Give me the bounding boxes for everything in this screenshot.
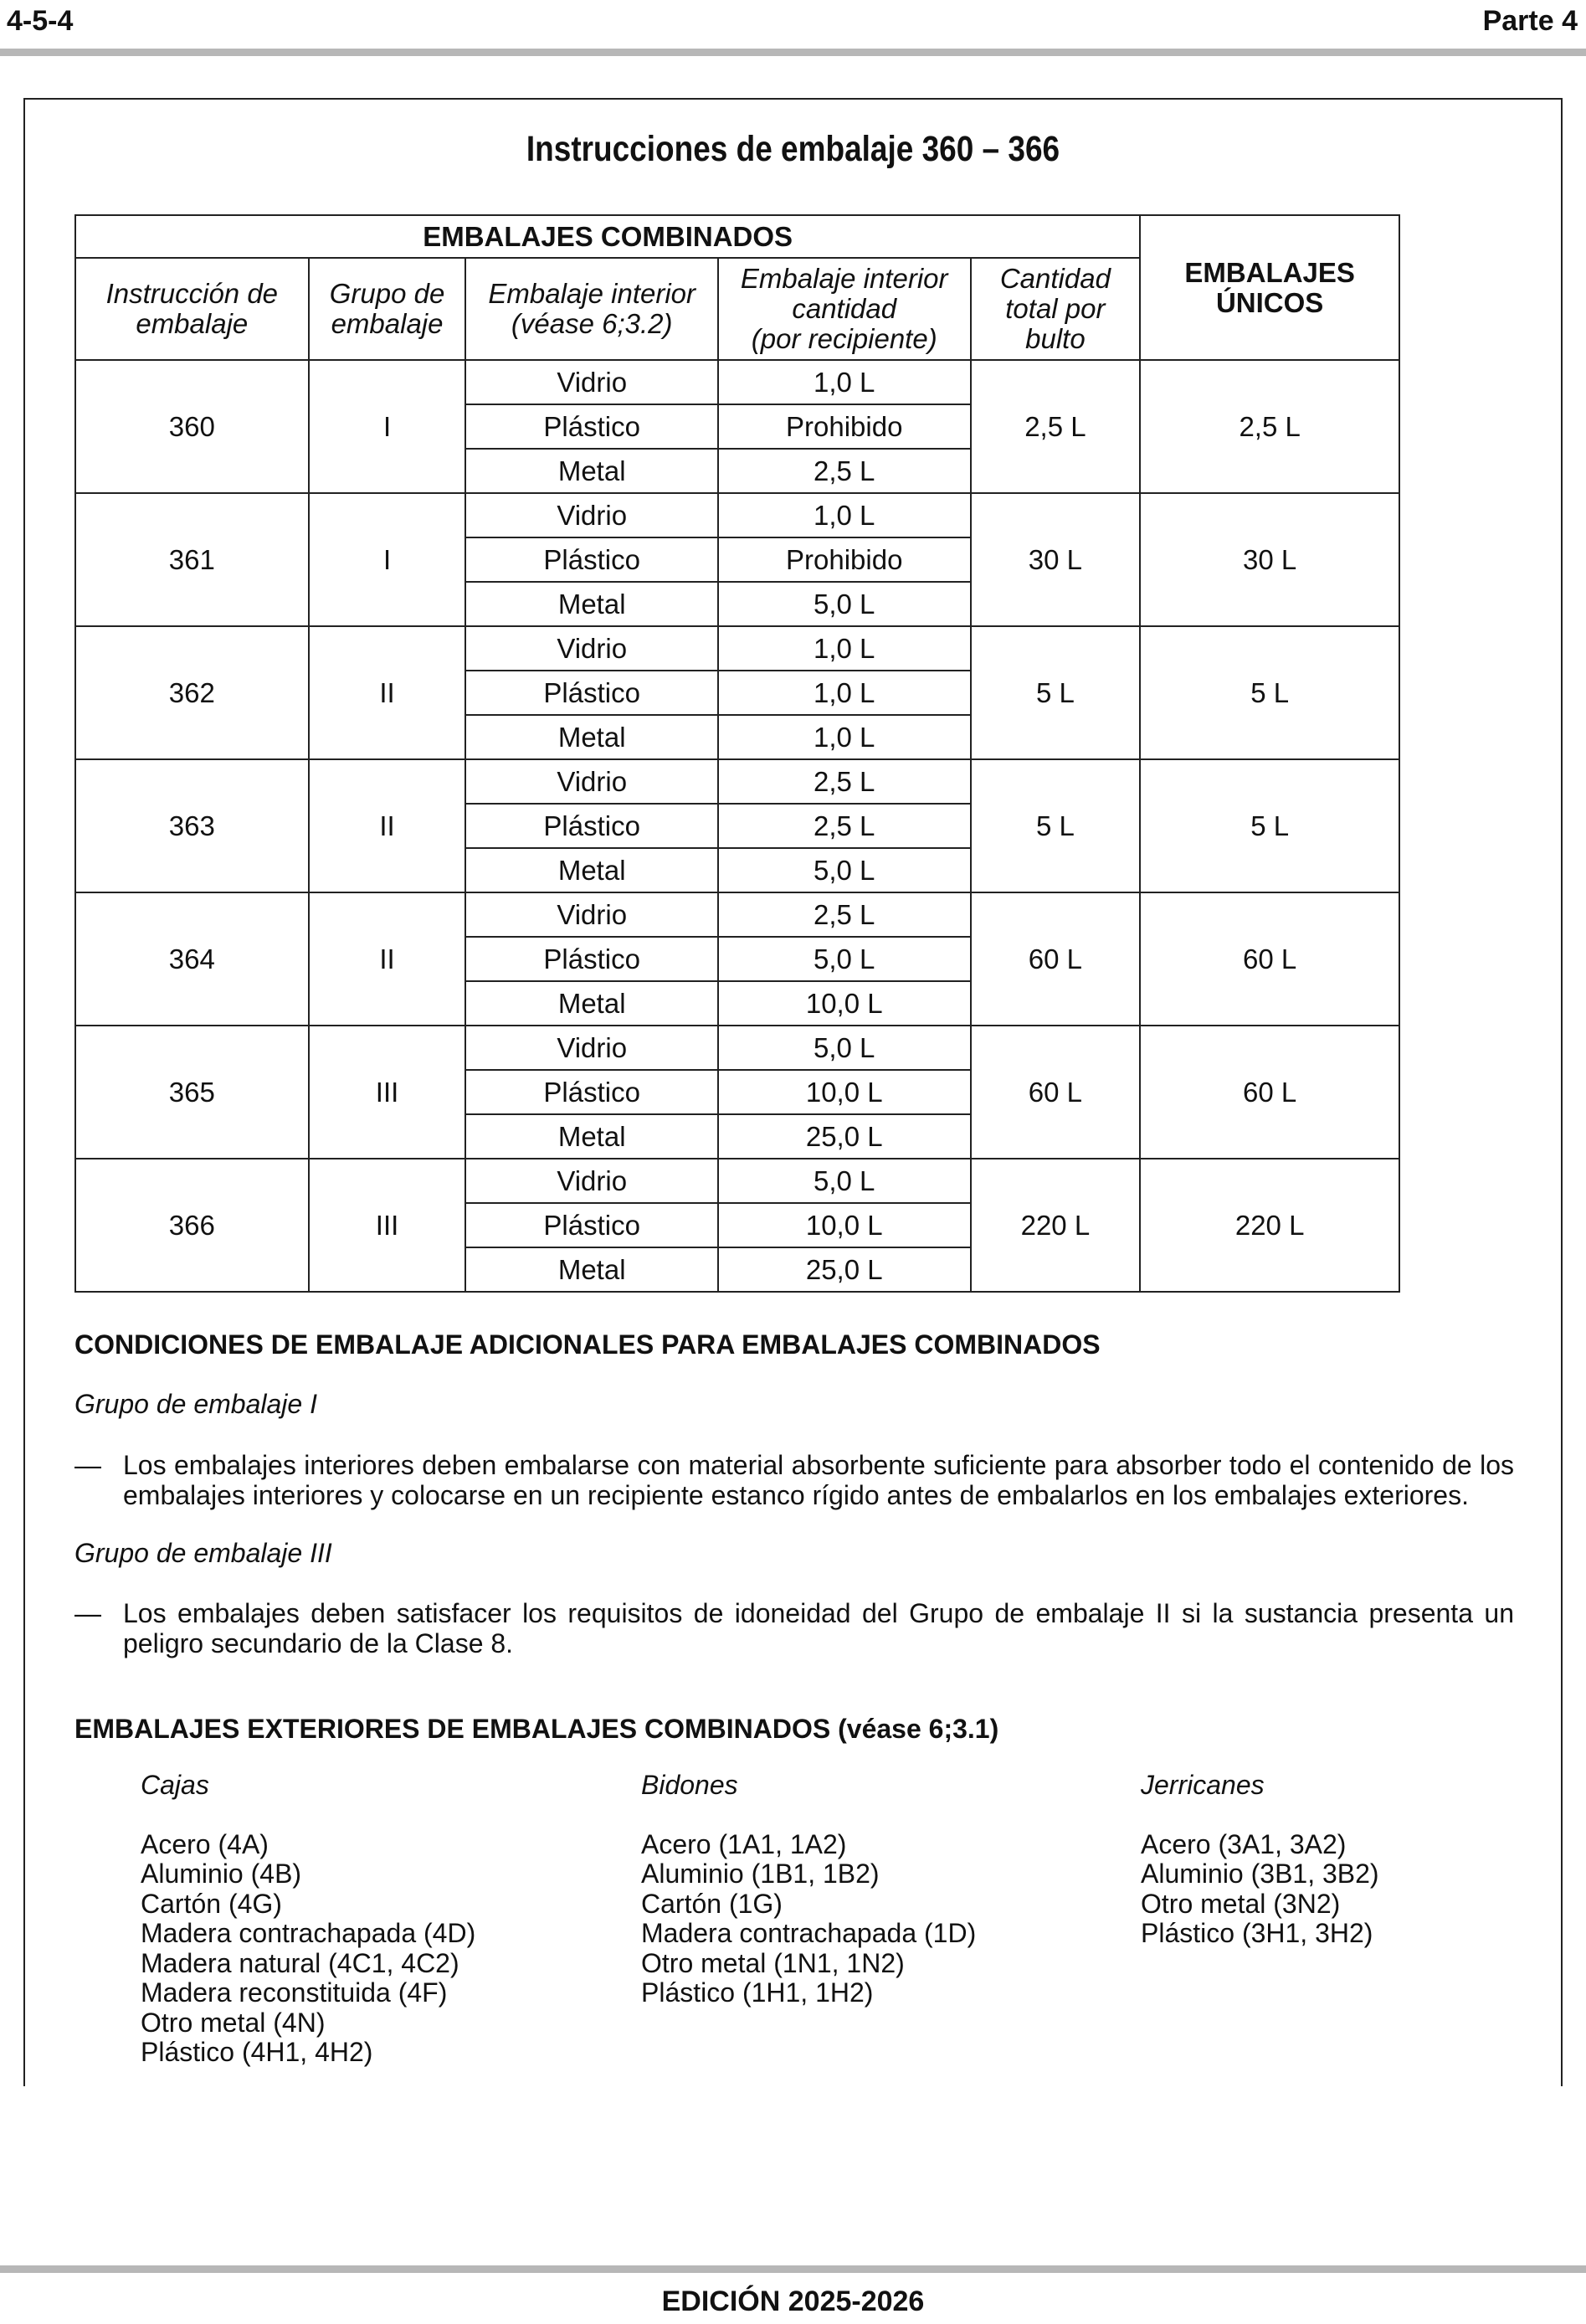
total-header — [971, 258, 1141, 360]
inner-material-cell: Plástico — [465, 1203, 718, 1247]
inner-qty-cell: 2,5 L — [718, 804, 971, 848]
inner-qty-cell: 2,5 L — [718, 892, 971, 937]
instruction-cell: 364 — [75, 892, 309, 1026]
list-item: Aluminio (3B1, 3B2) — [1141, 1859, 1379, 1889]
list-item: Acero (4A) — [141, 1828, 269, 1859]
inner-material-cell: Metal — [465, 1114, 718, 1159]
list-item: Otro metal (1N1, 1N2) — [641, 1947, 905, 1978]
inner-material-cell: Vidrio — [465, 892, 718, 937]
inner-material-cell: Vidrio — [465, 626, 718, 671]
inner-qty-cell: 1,0 L — [718, 671, 971, 715]
list-item: Plástico (3H1, 3H2) — [1141, 1918, 1373, 1948]
list-item: Acero (3A1, 3A2) — [1141, 1828, 1347, 1859]
single-cell: 2,5 L — [1140, 360, 1399, 493]
inner-qty-cell: 1,0 L — [718, 360, 971, 404]
group-cell: II — [309, 759, 466, 892]
single-cell: 5 L — [1140, 626, 1399, 759]
table-row — [75, 1159, 1399, 1203]
group-cell: I — [309, 360, 466, 493]
inner-material-cell: Metal — [465, 582, 718, 626]
list-item: Cartón (4G) — [141, 1888, 282, 1919]
single-header-line: EMBALAJES — [1184, 256, 1355, 288]
inner-material-cell: Vidrio — [465, 493, 718, 537]
total-cell: 220 L — [971, 1159, 1141, 1292]
part-label: Parte 4 — [1482, 5, 1578, 37]
inner-material-cell: Plástico — [465, 404, 718, 449]
header-line: Embalaje interior — [488, 278, 696, 309]
combined-header: EMBALAJES COMBINADOS — [75, 215, 1140, 258]
inner-qty-cell: 5,0 L — [718, 1159, 971, 1203]
instruction-cell: 362 — [75, 626, 309, 759]
single-cell: 60 L — [1140, 892, 1399, 1026]
group3-condition — [74, 1598, 1514, 1658]
table-row — [75, 626, 1399, 671]
group-cell: II — [309, 892, 466, 1026]
table-row — [75, 360, 1399, 404]
column-items — [641, 1830, 976, 2008]
group1-condition — [74, 1450, 1514, 1510]
instruction-header — [75, 258, 309, 360]
list-item: Madera reconstituida (4F) — [141, 1977, 448, 2008]
page-number: 4-5-4 — [7, 5, 74, 37]
table-row — [75, 892, 1399, 937]
column-title: Jerricanes — [1141, 1770, 1265, 1800]
table-row — [75, 1026, 1399, 1070]
inner-header — [465, 258, 718, 360]
inner-qty-cell: 2,5 L — [718, 449, 971, 493]
outer-column-cajas — [141, 1771, 475, 2068]
total-cell: 5 L — [971, 626, 1141, 759]
group-cell: III — [309, 1026, 466, 1159]
header-line: (véase 6;3.2) — [511, 308, 673, 339]
total-cell: 5 L — [971, 759, 1141, 892]
list-item: Madera natural (4C1, 4C2) — [141, 1947, 459, 1978]
instruction-cell: 366 — [75, 1159, 309, 1292]
edition-footer: EDICIÓN 2025-2026 — [661, 2285, 925, 2317]
header-line: cantidad — [792, 293, 897, 324]
top-divider — [0, 49, 1586, 56]
inner-qty-cell: 5,0 L — [718, 937, 971, 981]
list-item: Acero (1A1, 1A2) — [641, 1828, 847, 1859]
inner-material-cell: Plástico — [465, 1070, 718, 1114]
table-row — [75, 493, 1399, 537]
inner-material-cell: Vidrio — [465, 360, 718, 404]
single-header — [1140, 215, 1399, 360]
outer-column-bidones — [641, 1771, 976, 2008]
inner-qty-cell: 25,0 L — [718, 1247, 971, 1292]
inner-material-cell: Metal — [465, 449, 718, 493]
header-line: Embalaje interior — [740, 263, 948, 294]
single-cell: 60 L — [1140, 1026, 1399, 1159]
conditions-heading: CONDICIONES DE EMBALAJE ADICIONALES PARA EMBALAJES COMBINADOS — [74, 1329, 1101, 1360]
group-header — [309, 258, 466, 360]
dash-mark: — — [74, 1450, 101, 1480]
header-line: total por — [1005, 293, 1106, 324]
group1-label: Grupo de embalaje I — [74, 1389, 317, 1419]
inner-material-cell: Vidrio — [465, 1026, 718, 1070]
inner-qty-cell: 5,0 L — [718, 1026, 971, 1070]
inner-material-cell: Plástico — [465, 937, 718, 981]
column-title: Cajas — [141, 1770, 209, 1800]
inner-qty-cell: 10,0 L — [718, 1203, 971, 1247]
list-item: Cartón (1G) — [641, 1888, 783, 1919]
single-cell: 5 L — [1140, 759, 1399, 892]
list-item: Aluminio (1B1, 1B2) — [641, 1859, 880, 1889]
group3-text: Los embalajes deben satisfacer los requisitos de idoneidad del Grupo de embalaje II si la sustancia presenta un peligro secundario de la Clase 8. — [123, 1598, 1514, 1658]
group-cell: I — [309, 493, 466, 626]
inner-qty-cell: 5,0 L — [718, 848, 971, 892]
packing-table — [74, 214, 1400, 1293]
header-line: Grupo de — [329, 278, 445, 309]
instruction-cell: 360 — [75, 360, 309, 493]
single-cell: 30 L — [1140, 493, 1399, 626]
qty-header — [718, 258, 971, 360]
instruction-cell: 365 — [75, 1026, 309, 1159]
header-line: embalaje — [331, 308, 444, 339]
column-title: Bidones — [641, 1770, 738, 1800]
list-item: Otro metal (3N2) — [1141, 1888, 1341, 1919]
inner-material-cell: Plástico — [465, 671, 718, 715]
inner-qty-cell: Prohibido — [718, 537, 971, 582]
header-line: (por recipiente) — [751, 323, 937, 354]
total-cell: 2,5 L — [971, 360, 1141, 493]
group-cell: III — [309, 1159, 466, 1292]
bottom-divider — [0, 2265, 1586, 2273]
dash-mark: — — [74, 1598, 101, 1628]
inner-qty-cell: 25,0 L — [718, 1114, 971, 1159]
inner-material-cell: Vidrio — [465, 759, 718, 804]
outer-heading: EMBALAJES EXTERIORES DE EMBALAJES COMBINADOS (véase 6;3.1) — [74, 1714, 999, 1744]
header-line: Instrucción de — [105, 278, 279, 309]
instruction-cell: 363 — [75, 759, 309, 892]
inner-qty-cell: Prohibido — [718, 404, 971, 449]
inner-material-cell: Metal — [465, 1247, 718, 1292]
header-line: bulto — [1025, 323, 1086, 354]
inner-qty-cell: 1,0 L — [718, 493, 971, 537]
list-item: Madera contrachapada (4D) — [141, 1918, 476, 1948]
outer-column-jerricanes — [1141, 1771, 1379, 1949]
total-cell: 60 L — [971, 1026, 1141, 1159]
inner-material-cell: Metal — [465, 981, 718, 1026]
page-title: Instrucciones de embalaje 360 – 366 — [526, 129, 1060, 169]
header-line: embalaje — [136, 308, 249, 339]
list-item: Aluminio (4B) — [141, 1859, 302, 1889]
inner-qty-cell: 2,5 L — [718, 759, 971, 804]
inner-material-cell: Vidrio — [465, 1159, 718, 1203]
instruction-cell: 361 — [75, 493, 309, 626]
total-cell: 60 L — [971, 892, 1141, 1026]
inner-qty-cell: 10,0 L — [718, 981, 971, 1026]
total-cell: 30 L — [971, 493, 1141, 626]
inner-material-cell: Plástico — [465, 537, 718, 582]
inner-qty-cell: 1,0 L — [718, 715, 971, 759]
group-cell: II — [309, 626, 466, 759]
group1-text: Los embalajes interiores deben embalarse con material absorbente suficiente para absorber todo el contenido de los embalajes interiores y colocarse en un recipiente estanco rígido antes de embalarlos en los embalajes exteriores. — [123, 1450, 1514, 1510]
list-item: Plástico (1H1, 1H2) — [641, 1977, 874, 2008]
single-cell: 220 L — [1140, 1159, 1399, 1292]
group3-label: Grupo de embalaje III — [74, 1538, 332, 1568]
column-items — [1141, 1830, 1379, 1949]
list-item: Madera contrachapada (1D) — [641, 1918, 977, 1948]
table-row — [75, 759, 1399, 804]
list-item: Plástico (4H1, 4H2) — [141, 2037, 373, 2067]
single-header-line: ÚNICOS — [1215, 286, 1324, 318]
column-items — [141, 1830, 475, 2068]
inner-qty-cell: 1,0 L — [718, 626, 971, 671]
list-item: Otro metal (4N) — [141, 2007, 326, 2038]
inner-material-cell: Plástico — [465, 804, 718, 848]
inner-material-cell: Metal — [465, 848, 718, 892]
inner-qty-cell: 5,0 L — [718, 582, 971, 626]
header-line: Cantidad — [999, 263, 1111, 294]
inner-material-cell: Metal — [465, 715, 718, 759]
inner-qty-cell: 10,0 L — [718, 1070, 971, 1114]
